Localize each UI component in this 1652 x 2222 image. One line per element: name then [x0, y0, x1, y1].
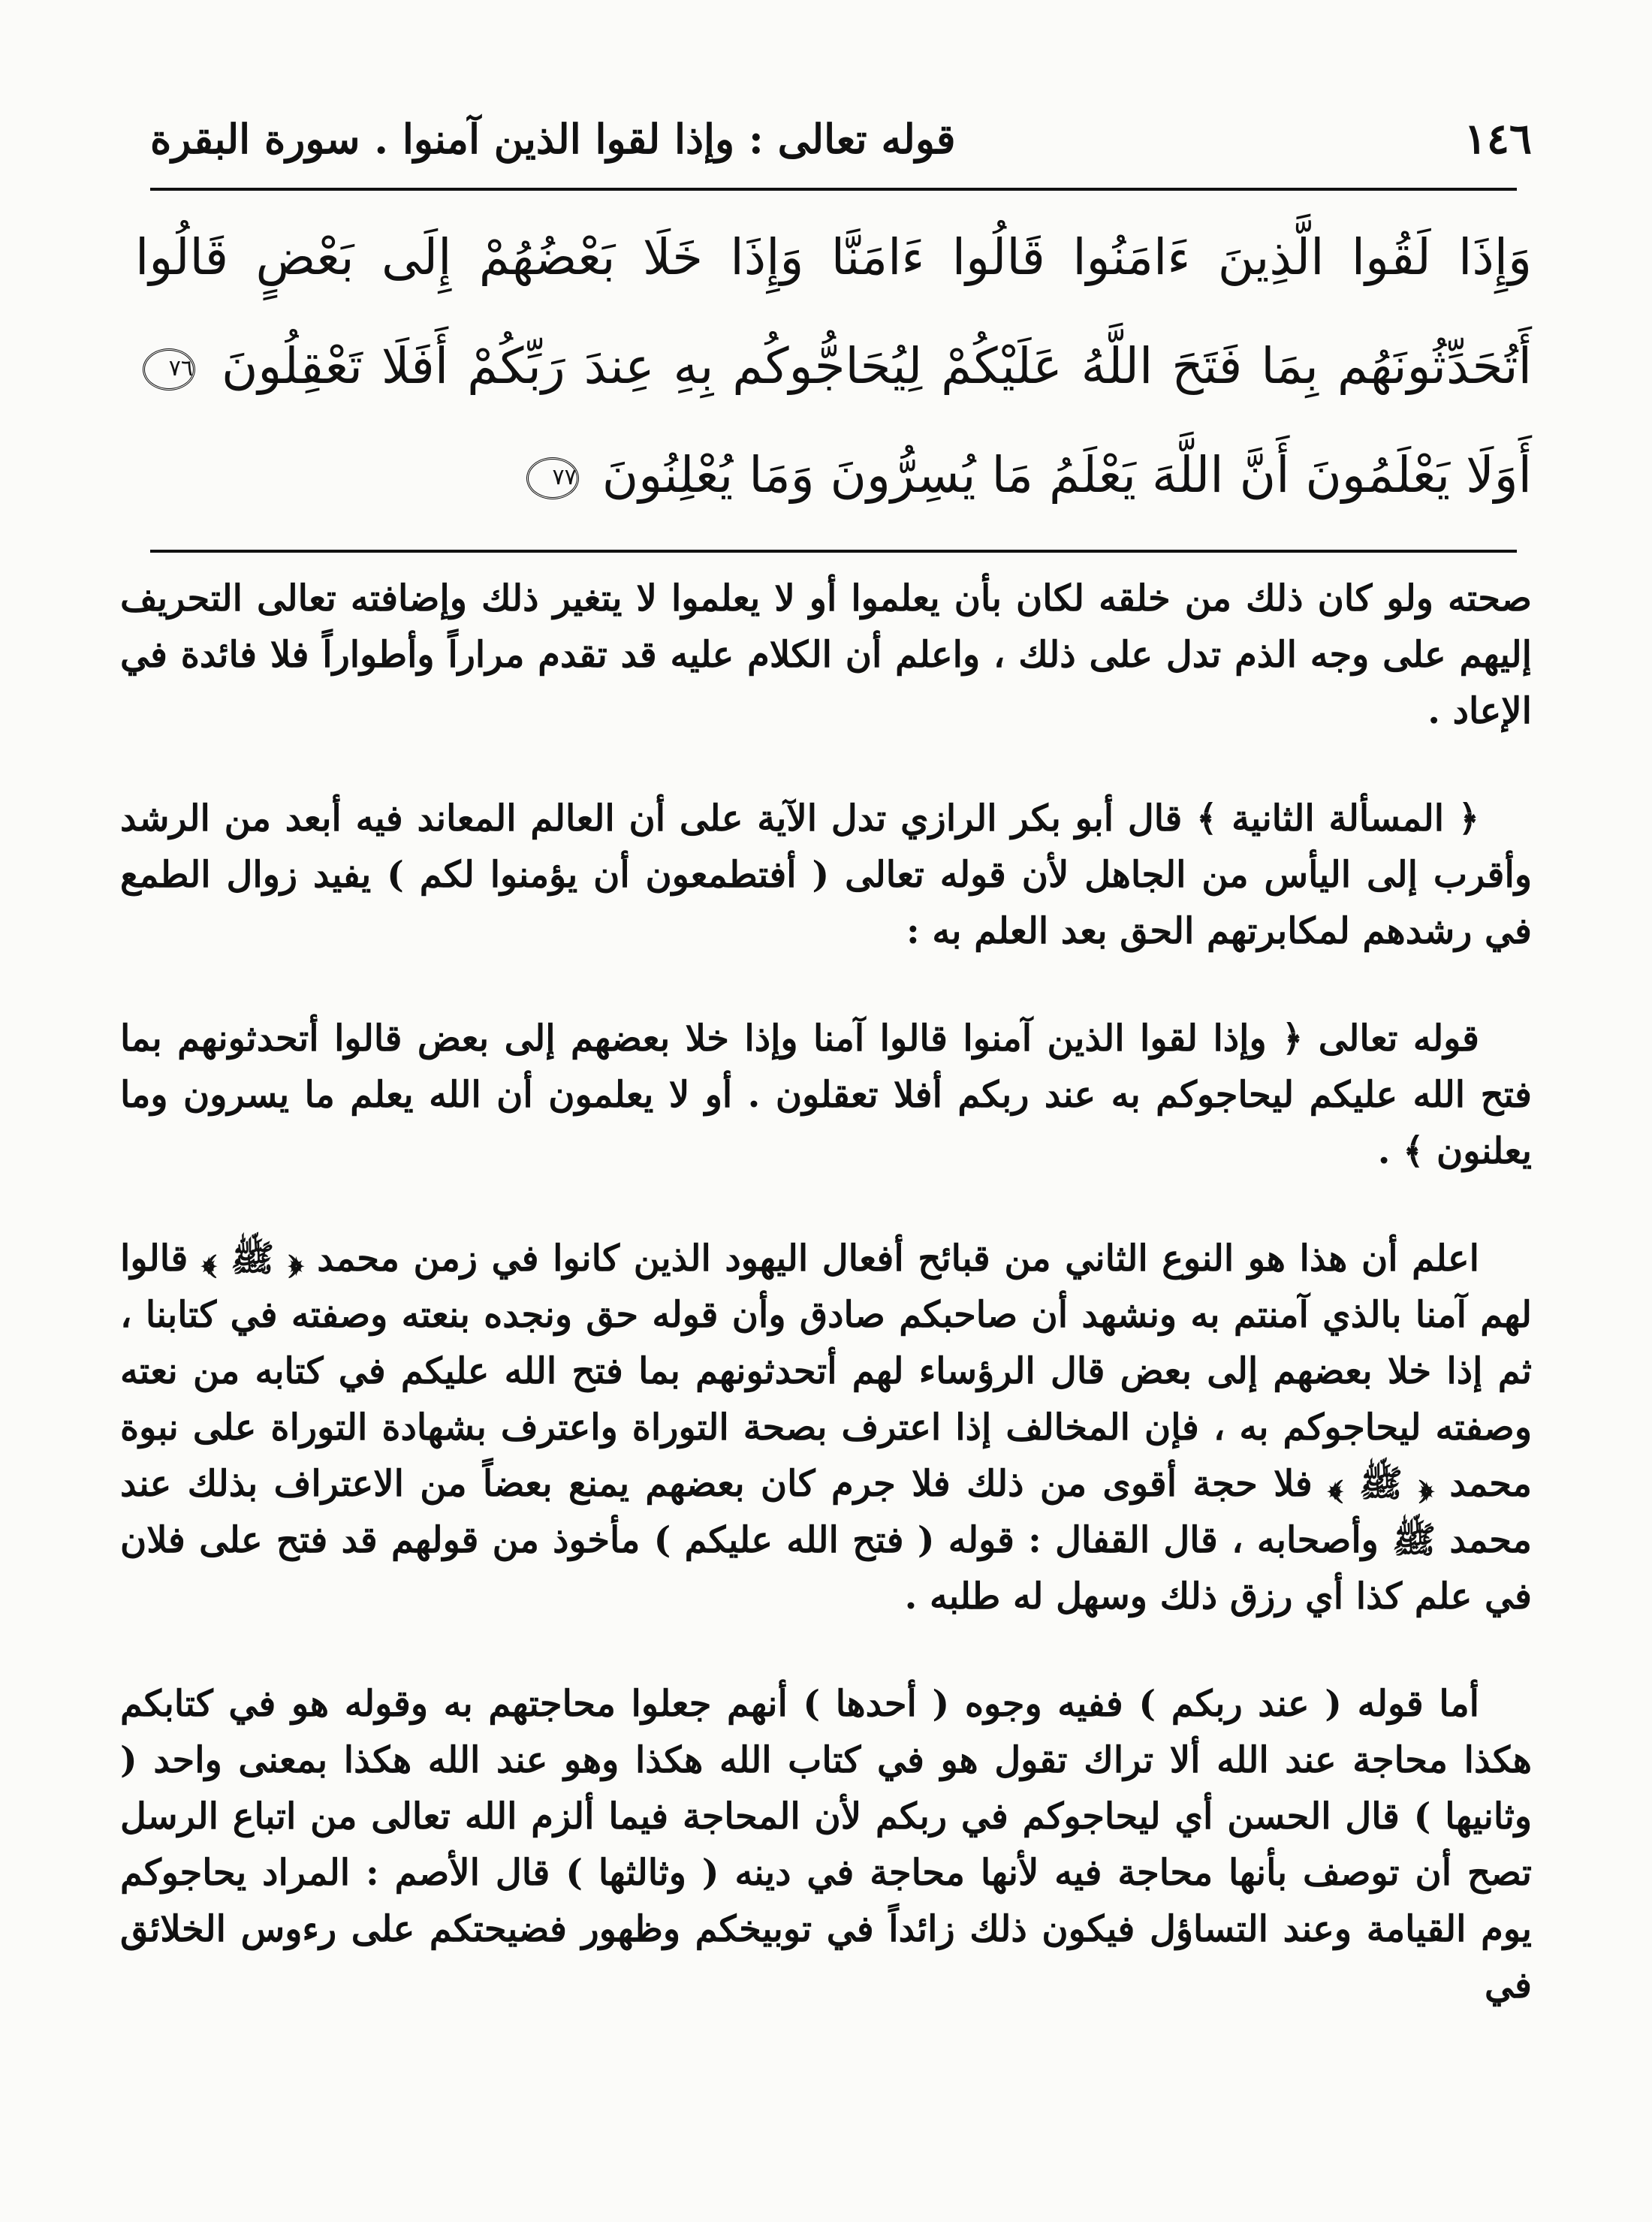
ayah-number-76: ٧٦ — [143, 348, 195, 390]
page-number: ١٤٦ — [1464, 114, 1532, 164]
paragraph: اعلم أن هذا هو النوع الثاني من قبائح أفعال اليهود الذين كانوا في زمن محمد ﴿ ﷺ ﴾ قالوا لهم آمنا بالذي آمنتم به ونشهد أن صاحبكم صادق وأن قوله حق ونجده بنعته وصفته في كتابنا ، ثم إذا خلا بعضهم إلى بعض قال الرؤساء لهم أتحدثونهم بما فتح الله عليكم في كتابه من نعته وصفته ليحاجوكم به ، فإن المخالف إذا اعترف بصحة التوراة واعترف بشهادة التوراة على نبوة محمد ﴿ ﷺ ﴾ فلا حجة أقوى من ذلك فلا جرم كان بعضهم يمنع بعضاً من الاعتراف بذلك عند محمد ﷺ وأصحابه ، قال القفال : قوله ( فتح الله عليكم ) مأخوذ من قولهم قد فتح على فلان في علم كذا أي رزق ذلك وسهل له طلبه . — [120, 1238, 1532, 1618]
verses-rule — [150, 550, 1517, 553]
paragraph: ﴿ المسألة الثانية ﴾ قال أبو بكر الرازي تدل الآية على أن العالم المعاند فيه أبعد من الرشد وأقرب إلى اليأس من الجاهل لأن قوله تعالى ( أفتطمعون أن يؤمنوا لكم ) يفيد زوال الطمع في رشدهم لمكابرتهم الحق بعد العلم به : — [120, 797, 1532, 952]
paragraph: صحته ولو كان ذلك من خلقه لكان بأن يعلموا أو لا يعلموا لا يتغير ذلك وإضافته تعالى التحريف إليهم على وجه الذم تدل على ذلك ، واعلم أن الكلام عليه قد تقدم مراراً وأطواراً فلا فائدة في الإعاد . — [120, 577, 1532, 732]
verse-text-76: وَإِذَا لَقُوا الَّذِينَ ءَامَنُوا قَالُوا ءَامَنَّا وَإِذَا خَلَا بَعْضُهُمْ إِلَى بَعْضٍ قَالُوا أَتُحَدِّثُونَهُم بِمَا فَتَحَ اللَّهُ عَلَيْكُمْ لِيُحَاجُّوكُم بِهِ عِندَ رَبِّكُمْ أَفَلَا تَعْقِلُونَ — [135, 228, 1532, 395]
header-rule — [150, 188, 1517, 191]
running-title: قوله تعالى : وإذا لقوا الذين آمنوا . سورة البقرة — [150, 115, 956, 163]
page-header — [150, 105, 1532, 173]
ayah-number-77: ٧٧ — [526, 457, 579, 499]
commentary-body — [120, 571, 1532, 2065]
verse-text-77: أَوَلَا يَعْلَمُونَ أَنَّ اللَّهَ يَعْلَمُ مَا يُسِرُّونَ وَمَا يُعْلِنُونَ — [601, 446, 1532, 504]
quran-verses — [135, 203, 1532, 529]
paragraph: أما قوله ( عند ربكم ) ففيه وجوه ( أحدها ) أنهم جعلوا محاجتهم به وقوله هو في كتابكم هكذا محاجة عند الله ألا تراك تقول هو في كتاب الله هكذا وهو عند الله هكذا بمعنى واحد ( وثانيها ) قال الحسن أي ليحاجوكم في ربكم لأن المحاجة فيما ألزم الله تعالى من اتباع الرسل تصح أن توصف بأنها محاجة فيه لأنها محاجة في دينه ( وثالثها ) قال الأصم : المراد يحاجوكم يوم القيامة وعند التساؤل فيكون ذلك زائداً في توبيخكم وظهور فضيحتكم على رءوس الخلائق في — [120, 1683, 1533, 2006]
paragraph: قوله تعالى ﴿ وإذا لقوا الذين آمنوا قالوا آمنا وإذا خلا بعضهم إلى بعض قالوا أتحدثونهم بما فتح الله عليكم ليحاجوكم به عند ربكم أفلا تعقلون . أو لا يعلمون أن الله يعلم ما يسرون وما يعلنون ﴾ . — [120, 1018, 1532, 1172]
